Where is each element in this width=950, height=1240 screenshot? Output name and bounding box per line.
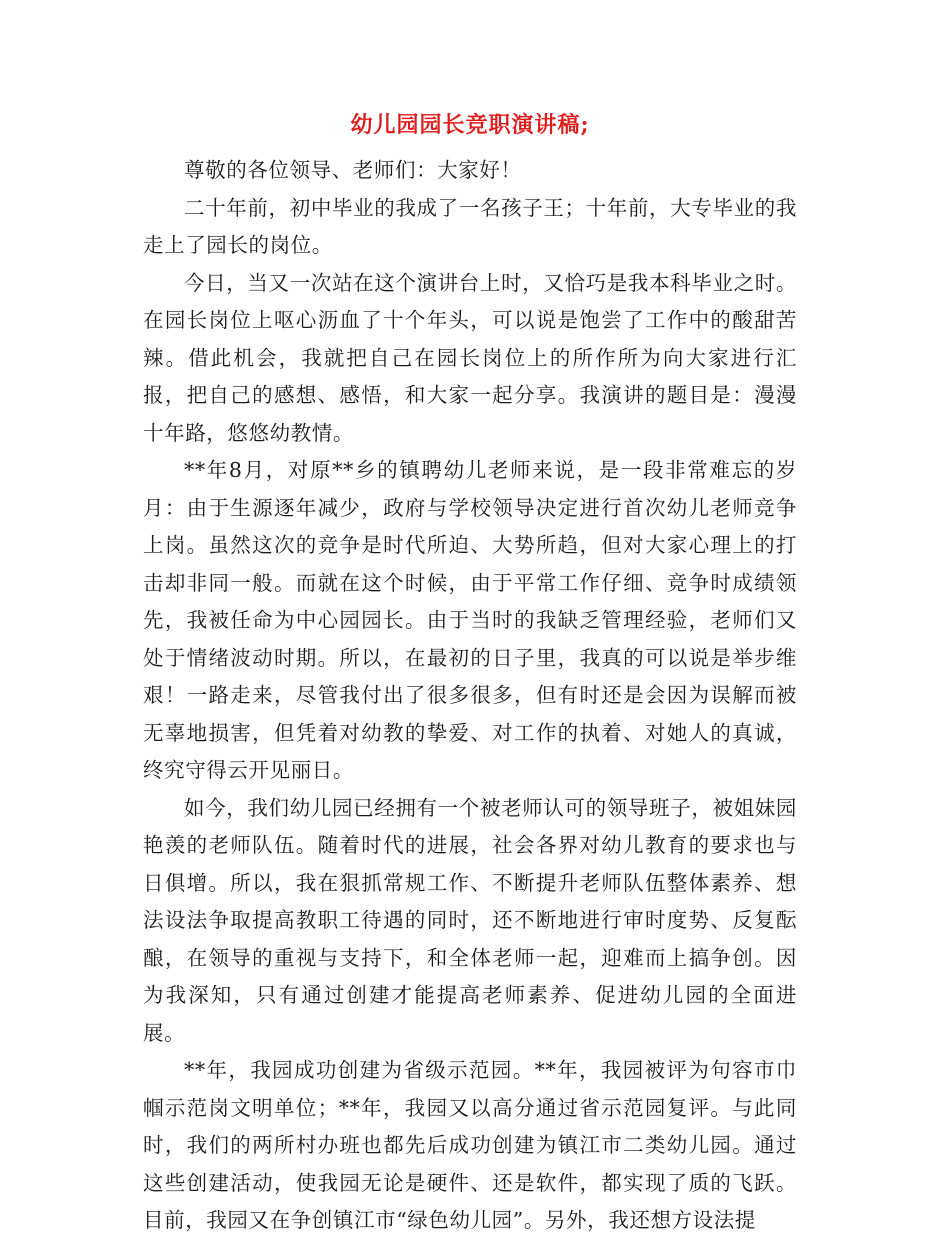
paragraph-greeting: 尊敬的各位领导、老师们：大家好！ — [184, 158, 522, 182]
paragraph-achievements: **年，我园成功创建为省级示范园。**年，我园被评为句容市巾帼示范岗文明单位；**年，我园又以高分通过省示范园复评。与此同时，我们的两所村办班也都先后成功创建为镇江市二类幼儿园。通过这些创建活动，使我园无论是硬件、还是软件，都实现了质的飞跃。目前，我园又在争创镇江市“绿色幼儿园”。另外，我还想方设法提 — [143, 1058, 797, 1232]
document-page — [143, 108, 797, 1240]
document-title: 幼儿园园长竞职演讲稿; — [350, 112, 590, 138]
paragraph-background: 二十年前，初中毕业的我成了一名孩子王；十年前，大专毕业的我走上了园长的岗位。 — [143, 195, 797, 257]
paragraph-team-building: 如今，我们幼儿园已经拥有一个被老师认可的领导班子，被姐妹园艳羡的老师队伍。随着时代的进展，社会各界对幼儿教育的要求也与日俱增。所以，我在狠抓常规工作、不断提升老师队伍整体素养、想法设法争取提高教职工待遇的同时，还不断地进行审时度势、反复酝酿，在领导的重视与支持下，和全体老师一起，迎难而上搞争创。因为我深知，只有通过创建才能提高老师素养、促进幼儿园的全面进展。 — [143, 795, 797, 1045]
paragraph-appointment: **年8月，对原**乡的镇聘幼儿老师来说，是一段非常难忘的岁月：由于生源逐年减少，政府与学校领导决定进行首次幼儿老师竞争上岗。虽然这次的竞争是时代所迫、大势所趋，但对大家心理上的打击却非同一般。而就在这个时候，由于平常工作仔细、竞争时成绩领先，我被任命为中心园园长。由于当时的我缺乏管理经验，老师们又处于情绪波动时期。所以，在最初的日子里，我真的可以说是举步维艰！一路走来，尽管我付出了很多很多，但有时还是会因为误解而被无辜地损害，但凭着对幼教的挚爱、对工作的执着、对她人的真诚，终究守得云开见丽日。 — [143, 458, 797, 782]
paragraph-introduction: 今日，当又一次站在这个演讲台上时，又恰巧是我本科毕业之时。在园长岗位上呕心沥血了十个年头，可以说是饱尝了工作中的酸甜苦辣。借此机会，我就把自己在园长岗位上的所作所为向大家进行汇报，把自己的感想、感悟，和大家一起分享。我演讲的题目是：漫漫十年路，悠悠幼教情。 — [143, 270, 797, 445]
